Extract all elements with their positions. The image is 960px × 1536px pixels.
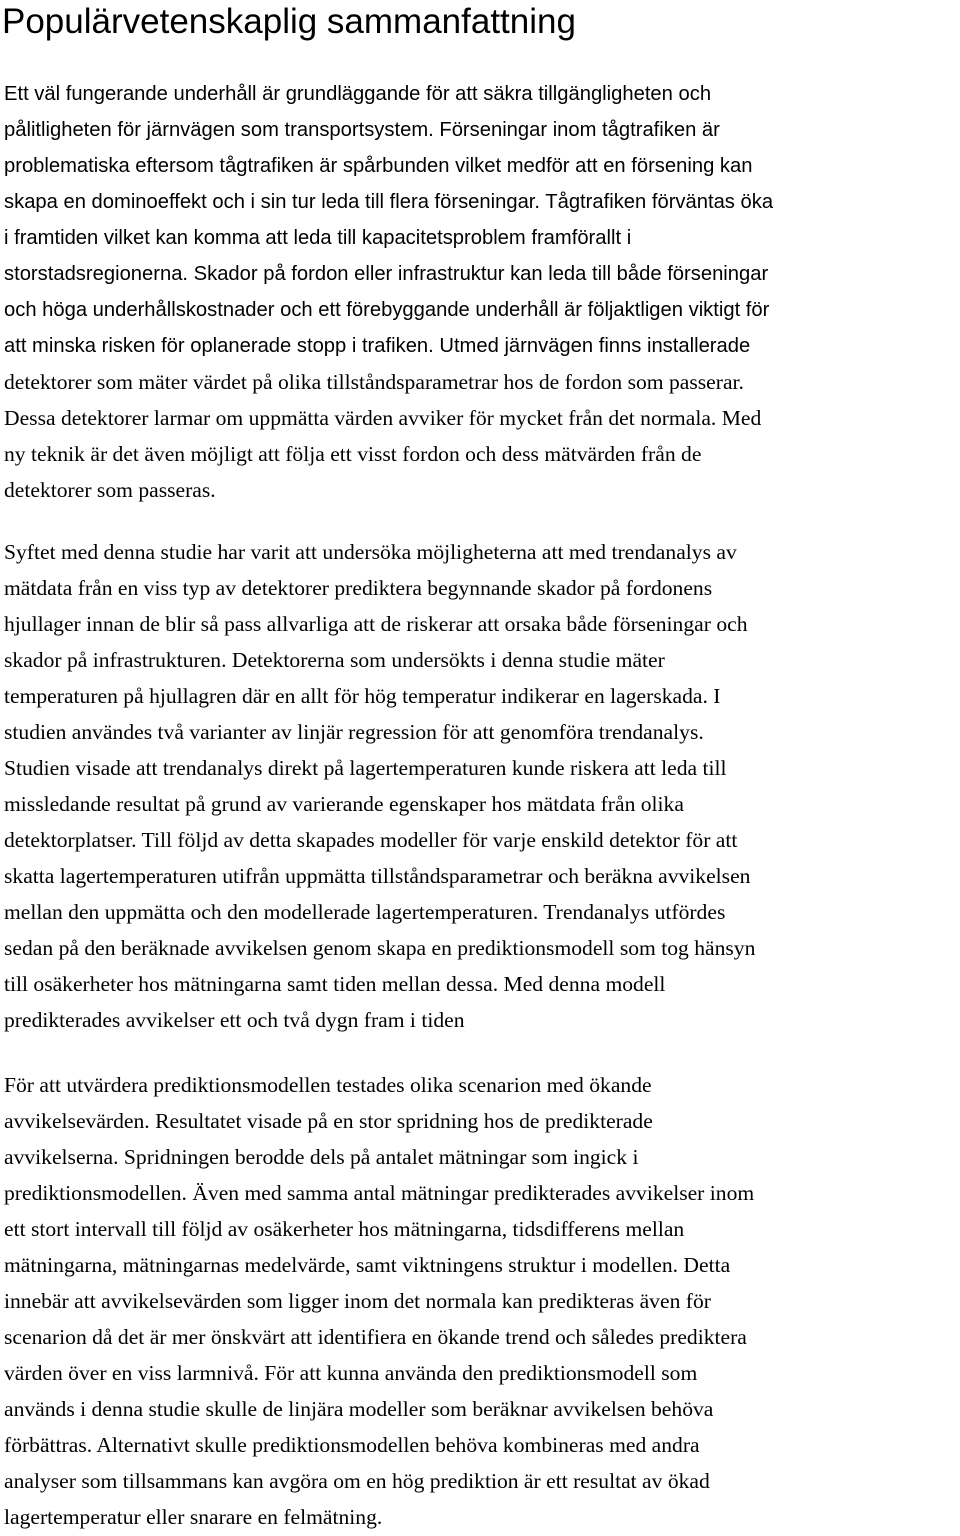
text-line: förbättras. Alternativt skulle prediktionsmodellen behöva kombineras med andra [4,1433,700,1457]
paragraph-purpose [4,534,960,1038]
text-line: används i denna studie skulle de linjära modeller som beräknar avvikelsen behöva [4,1397,714,1421]
text-line: analyser som tillsammans kan avgöra om en hög prediktion är ett resultat av ökad [4,1469,710,1493]
text-line: till osäkerheter hos mätningarna samt tiden mellan dessa. Med denna modell [4,972,666,996]
text-line: Syftet med denna studie har varit att undersöka möjligheterna att med trendanalys av [4,540,737,564]
text-line: pålitligheten för järnvägen som transportsystem. Förseningar inom tågtrafiken är [4,119,720,141]
text-line: skatta lagertemperaturen utifrån uppmätta tillståndsparametrar och beräkna avvikelsen [4,864,751,888]
text-line: hjullager innan de blir så pass allvarliga att de riskerar att orsaka både förseningar och [4,612,748,636]
text-line: mätningarna, mätningarnas medelvärde, samt viktningens struktur i modellen. Detta [4,1253,731,1277]
paragraph-introduction [4,76,960,508]
text-line: temperaturen på hjullagren där en allt för hög temperatur indikerar en lagerskada. I [4,684,721,708]
text-line: värden över en viss larmnivå. För att kunna använda den prediktionsmodell som [4,1361,698,1385]
text-line: problematiska eftersom tågtrafiken är spårbunden vilket medför att en försening kan [4,155,753,177]
text-line: skador på infrastrukturen. Detektorerna som undersökts i denna studie mäter [4,648,665,672]
text-line: sedan på den beräknade avvikelsen genom skapa en prediktionsmodell som tog hänsyn [4,936,756,960]
text-line: Dessa detektorer larmar om uppmätta värden avviker för mycket från det normala. Med [4,406,762,430]
text-line: i framtiden vilket kan komma att leda till kapacitetsproblem framförallt i [4,227,632,249]
text-line: avvikelsevärden. Resultatet visade på en stor spridning hos de predikterade [4,1109,653,1133]
text-line: detektorer som passeras. [4,478,216,502]
text-line: studien användes två varianter av linjär regression för att genomföra trendanalys. [4,720,704,744]
text-line: Studien visade att trendanalys direkt på lagertemperaturen kunde riskera att leda till [4,756,727,780]
text-line: ett stort intervall till följd av osäkerheter hos mätningarna, tidsdifferens mellan [4,1217,685,1241]
text-line: skapa en dominoeffekt och i sin tur leda till flera förseningar. Tågtrafiken förväntas öka [4,191,774,213]
text-line: För att utvärdera prediktionsmodellen testades olika scenarion med ökande [4,1073,652,1097]
text-line: mellan den uppmätta och den modellerade lagertemperaturen. Trendanalys utfördes [4,900,726,924]
text-line: predikterades avvikelser ett och två dygn fram i tiden [4,1008,465,1032]
text-line: att minska risken för oplanerade stopp i trafiken. Utmed järnvägen finns installerade [4,335,751,357]
text-line: prediktionsmodellen. Även med samma antal mätningar predikterades avvikelser inom [4,1181,755,1205]
text-line: detektorer som mäter värdet på olika tillståndsparametrar hos de fordon som passerar. [4,370,744,394]
page-title: Populärvetenskaplig sammanfattning [2,2,576,41]
text-line: och höga underhållskostnader och ett förebyggande underhåll är följaktligen viktigt för [4,299,770,321]
paragraph-evaluation [4,1067,960,1535]
text-line: innebär att avvikelsevärden som ligger inom det normala kan predikteras även för [4,1289,711,1313]
text-line: ny teknik är det även möjligt att följa ett visst fordon och dess mätvärden från de [4,442,702,466]
text-line: missledande resultat på grund av varierande egenskaper hos mätdata från olika [4,792,684,816]
text-line: avvikelserna. Spridningen berodde dels på antalet mätningar som ingick i [4,1145,639,1169]
text-line: Ett väl fungerande underhåll är grundläggande för att säkra tillgängligheten och [4,83,712,105]
text-line: lagertemperatur eller snarare en felmätning. [4,1505,383,1529]
text-line: mätdata från en viss typ av detektorer prediktera begynnande skador på fordonens [4,576,713,600]
text-line: detektorplatser. Till följd av detta skapades modeller för varje enskild detektor för att [4,828,738,852]
text-line: scenarion då det är mer önskvärt att identifiera en ökande trend och således prediktera [4,1325,747,1349]
text-line: storstadsregionerna. Skador på fordon eller infrastruktur kan leda till både förseningar [4,263,769,285]
